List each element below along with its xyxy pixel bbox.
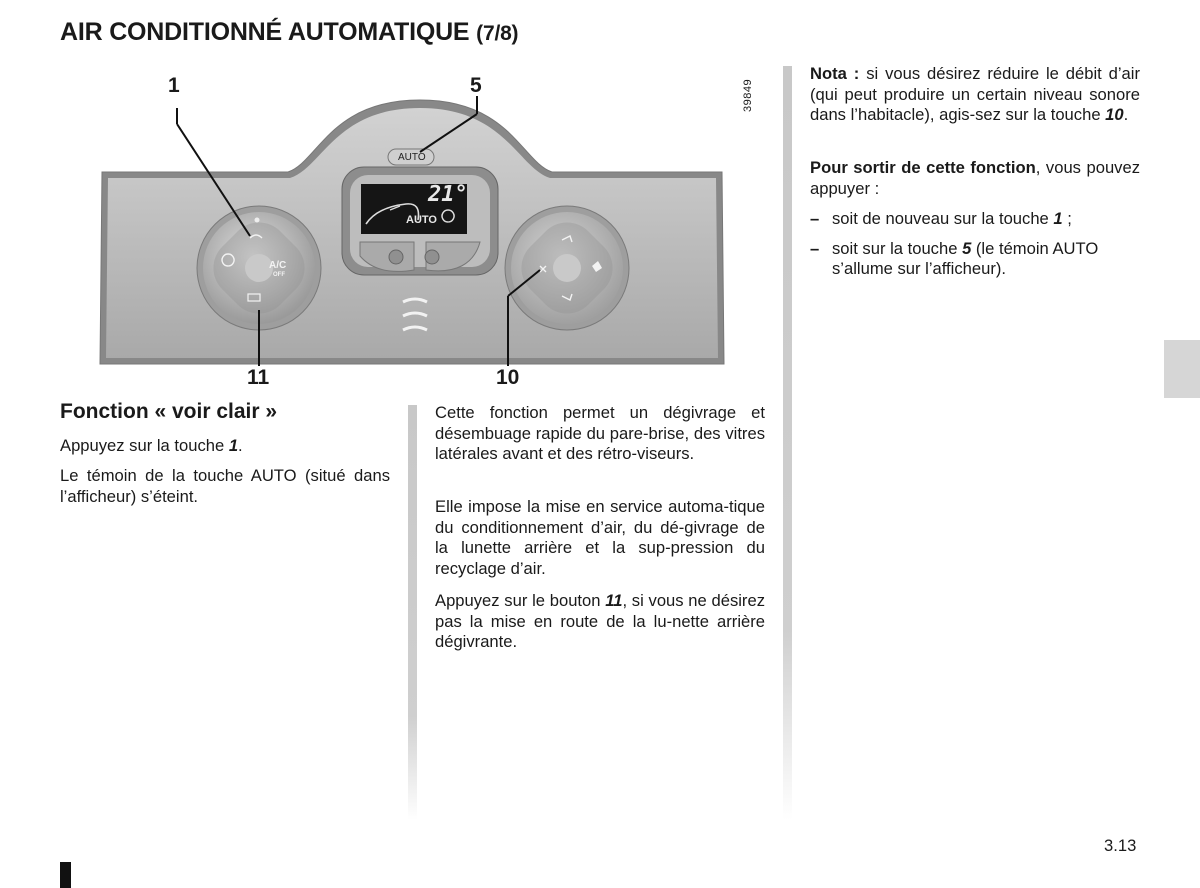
column-separator-right xyxy=(783,66,792,820)
ac-button-label: A/C xyxy=(269,260,287,271)
col2-paragraph-3 xyxy=(435,591,765,653)
climate-panel-illustration xyxy=(60,70,770,400)
callout-10: 10 xyxy=(496,366,520,389)
col1-p1-end: . xyxy=(238,436,243,455)
title-suffix: (7/8) xyxy=(476,22,519,45)
chapter-tab xyxy=(1164,340,1200,398)
item-text: soit de nouveau sur la touche xyxy=(832,209,1054,228)
figure-reference-number: 39849 xyxy=(742,78,754,112)
ref-key-10: 10 xyxy=(1105,105,1124,125)
nota-text: si vous désirez réduire le débit d’air (qui peut produire un certain niveau sonore dans l’habitacle), agis-sez sur la touche xyxy=(810,64,1140,125)
col2-p3-text: Appuyez sur le bouton xyxy=(435,591,606,610)
exit-rest: , vous pouvez appuyer : xyxy=(810,158,1140,198)
nota-paragraph xyxy=(810,64,1140,126)
col1-paragraph-1 xyxy=(60,436,390,457)
list-item xyxy=(810,239,1140,280)
title-main: AIR CONDITIONNÉ AUTOMATIQUE xyxy=(60,18,470,46)
callout-1: 1 xyxy=(168,74,180,97)
dash-marker: – xyxy=(810,209,820,228)
column-separator-left xyxy=(408,405,417,820)
callout-5: 5 xyxy=(470,74,482,97)
display-auto-label: AUTO xyxy=(406,214,437,226)
col2-p3-end: , si vous ne désirez pas la mise en route de la lu-nette arrière dégivrante. xyxy=(435,591,765,652)
ref-key-11: 11 xyxy=(605,591,623,610)
dash-marker: – xyxy=(810,238,820,258)
exit-paragraph xyxy=(810,158,1140,199)
ref-key-1: 1 xyxy=(1053,209,1063,228)
nota-label: Nota : xyxy=(810,64,860,83)
callout-11: 11 xyxy=(247,366,270,389)
item-text: soit sur la touche xyxy=(832,238,963,258)
page-title xyxy=(60,18,518,47)
exit-bold: Pour sortir de cette fonction xyxy=(810,158,1036,177)
page-number: 3.13 xyxy=(1104,836,1137,855)
auto-button-label: AUTO xyxy=(398,152,426,163)
ref-key-1: 1 xyxy=(228,436,239,455)
nota-end: . xyxy=(1123,105,1129,125)
col1-paragraph-2: Le témoin de la touche AUTO (situé dans l’afficheur) s’éteint. xyxy=(60,466,390,506)
col2-paragraph-2: Elle impose la mise en service automa-tique du conditionnement d’air, du dé-givrage de la lunette arrière et la sup-pression du recyclage d’air. xyxy=(435,497,765,578)
item-end: ; xyxy=(1062,209,1072,228)
ref-key-5: 5 xyxy=(962,238,972,258)
section-heading: Fonction « voir clair » xyxy=(60,400,278,423)
col2-paragraph-1: Cette fonction permet un dégivrage et désembuage rapide du pare-brise, des vitres latérales avant et des rétro-viseurs. xyxy=(435,403,765,464)
climate-panel-figure xyxy=(60,70,770,400)
display-temperature: 21° xyxy=(428,182,468,207)
exit-options-list xyxy=(810,209,1140,289)
ac-off-label: OFF xyxy=(273,272,285,278)
item-end: (le témoin AUTO s’allume sur l’afficheur). xyxy=(832,238,1099,279)
corner-mark xyxy=(60,862,71,888)
list-item xyxy=(810,209,1140,230)
col1-p1-text: Appuyez sur la touche xyxy=(60,436,229,455)
